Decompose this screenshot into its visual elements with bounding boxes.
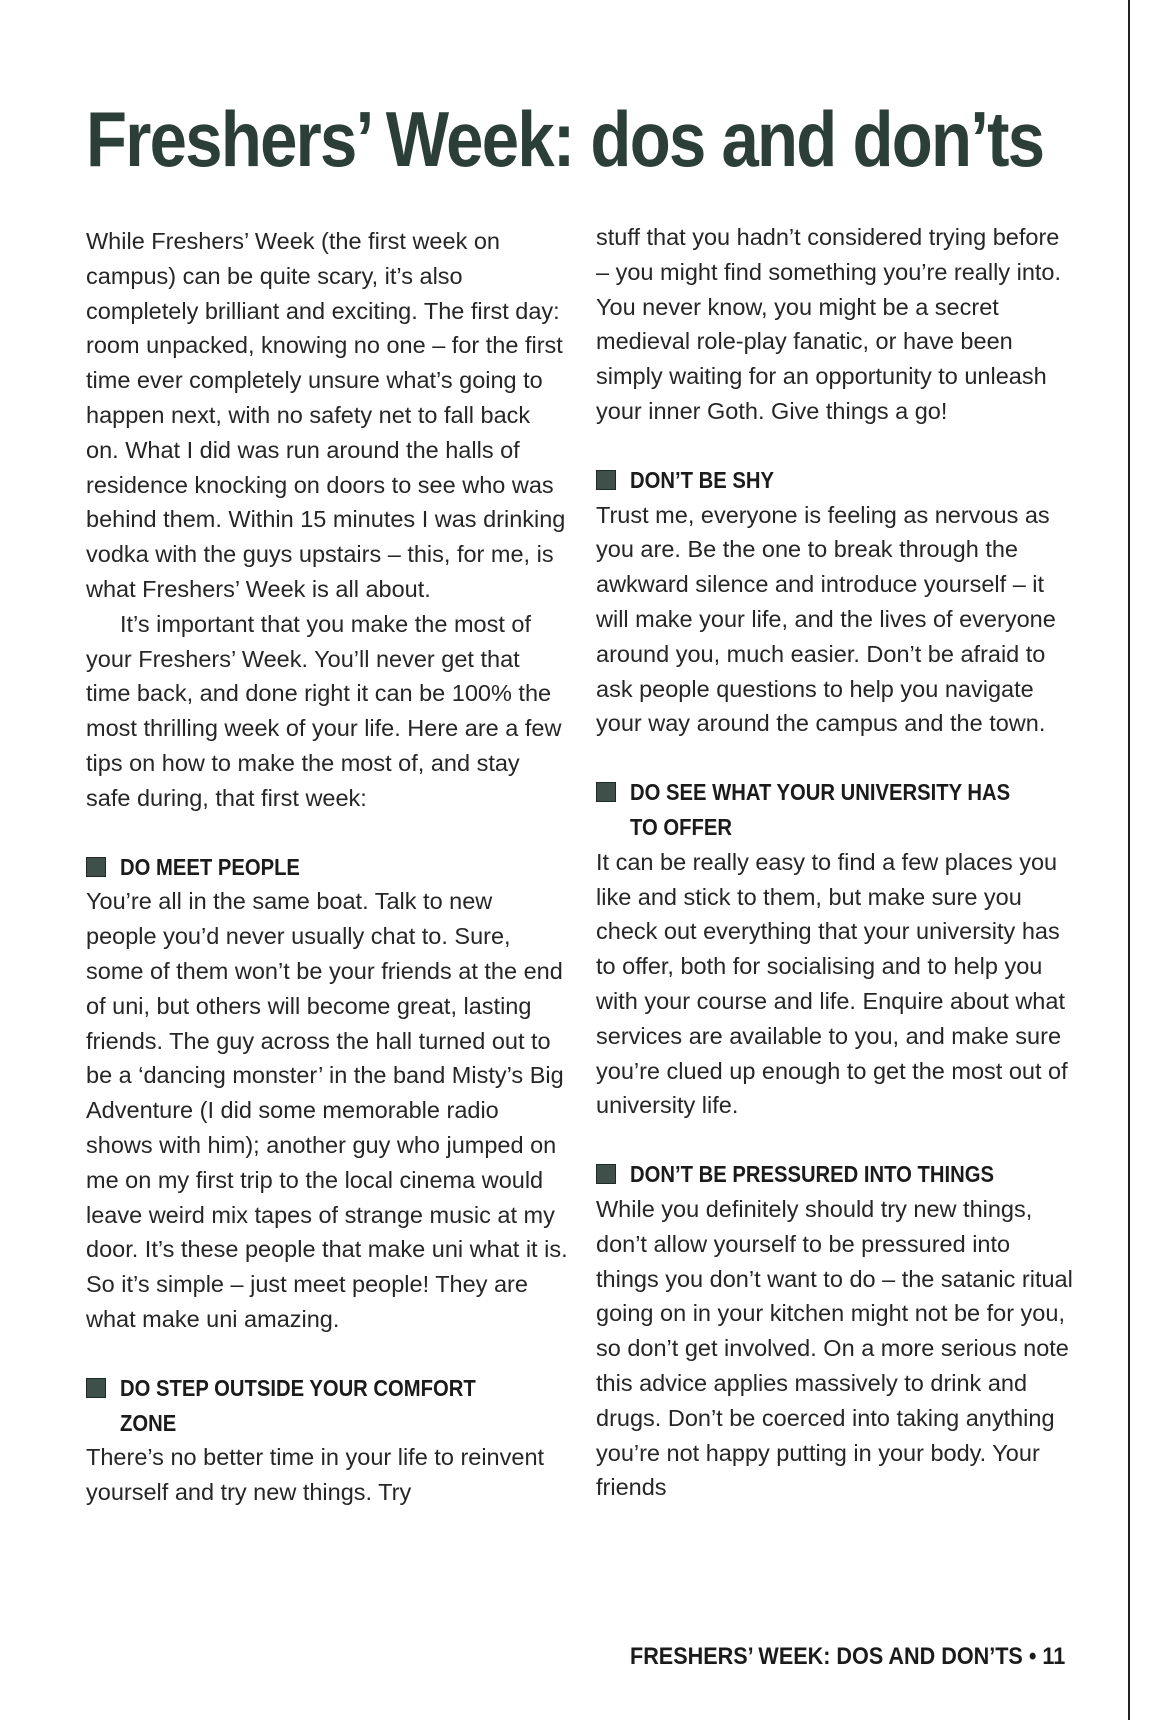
section-heading-text: DON’T BE PRESSURED INTO THINGS <box>630 1161 994 1188</box>
left-column <box>86 224 568 1510</box>
square-bullet-icon <box>596 1164 616 1184</box>
square-bullet-icon <box>86 1378 106 1398</box>
section-heading-comfort-zone <box>86 1371 568 1441</box>
page-edge-rule <box>1128 0 1130 1720</box>
page-title: Freshers’ Week: dos and don’ts <box>86 95 1044 183</box>
section-body-dont-be-shy: Trust me, everyone is feeling as nervous as you are. Be the one to break through the awkward silence and introduce yourself – it will make your life, and the lives of everyone around you, much easier. Don’t be afraid to ask people questions to help you navigate your way around the campus and the town. <box>596 501 1056 737</box>
section-heading-text: DON’T BE SHY <box>630 466 774 493</box>
section-heading-dont-be-shy <box>596 463 1078 498</box>
square-bullet-icon <box>596 782 616 802</box>
section-heading-text: DO STEP OUTSIDE YOUR COMFORT ZONE <box>120 1374 476 1436</box>
section-body-university-offer: It can be really easy to find a few places you like and stick to them, but make sure you check out everything that your university has to offer, both for socialising and to help you with your course and life. Enquire about what services are available to you, and make sure you’re clued up enough to get the most out of university life. <box>596 848 1068 1119</box>
square-bullet-icon <box>596 470 616 490</box>
footer-separator: • <box>1028 1643 1037 1670</box>
section-body-comfort-zone: There’s no better time in your life to reinvent yourself and try new things. Try <box>86 1444 545 1506</box>
continued-paragraph: stuff that you hadn’t considered trying before – you might find something you’re really into. You never know, you might be a secret medieval role-play fanatic, or have been simply waiting for an opportunity to unleash your inner Goth. Give things a go! <box>596 224 1062 424</box>
square-bullet-icon <box>86 857 106 877</box>
section-heading-text: DO SEE WHAT YOUR UNIVERSITY HAS TO OFFER <box>630 779 1011 840</box>
section-heading-university-offer <box>596 775 1078 845</box>
running-footer <box>630 1643 1065 1671</box>
section-heading-text: DO MEET PEOPLE <box>120 853 300 880</box>
right-column <box>596 220 1078 1505</box>
footer-page-number: 11 <box>1042 1643 1066 1670</box>
section-body-meet-people: You’re all in the same boat. Talk to new people you’d never usually chat to. Sure, some of them won’t be your friends at the end of uni, but others will become great, lasting friends. The guy across the hall turned out to be a ‘dancing monster’ in the band Misty’s Big Adventure (I did some memorable radio shows with him); another guy who jumped on me on my first trip to the local cinema would leave weird mix tapes of strange music at my door. It’s these people that make uni what it is. So it’s simple – just meet people! They are what make uni amazing. <box>86 888 568 1332</box>
section-body-pressured: While you definitely should try new things, don’t allow yourself to be pressured into things you don’t want to do – the satanic ritual going on in your kitchen might not be for you, so don’t get involved. On a more serious note this advice applies massively to drink and drugs. Don’t be coerced into taking anything you’re not happy putting in your body. Your friends <box>596 1195 1073 1501</box>
intro-paragraph-2: It’s important that you make the most of your Freshers’ Week. You’ll never get that time back, and done right it can be 100% the most thrilling week of your life. Here are a few tips on how to make the most of, and stay safe during, that first week: <box>86 610 562 811</box>
intro-paragraph-1: While Freshers’ Week (the first week on campus) can be quite scary, it’s also completely brilliant and exciting. The first day: room unpacked, knowing no one – for the first time ever completely unsure what’s going to happen next, with no safety net to fall back on. What I did was run around the halls of residence knocking on doors to see who was behind them. Within 15 minutes I was drinking vodka with the guys upstairs – this, for me, is what Freshers’ Week is all about. <box>86 228 566 602</box>
section-heading-pressured <box>596 1157 1078 1192</box>
section-heading-meet-people <box>86 850 568 885</box>
footer-running-title: FRESHERS’ WEEK: DOS AND DON’TS <box>630 1643 1023 1670</box>
